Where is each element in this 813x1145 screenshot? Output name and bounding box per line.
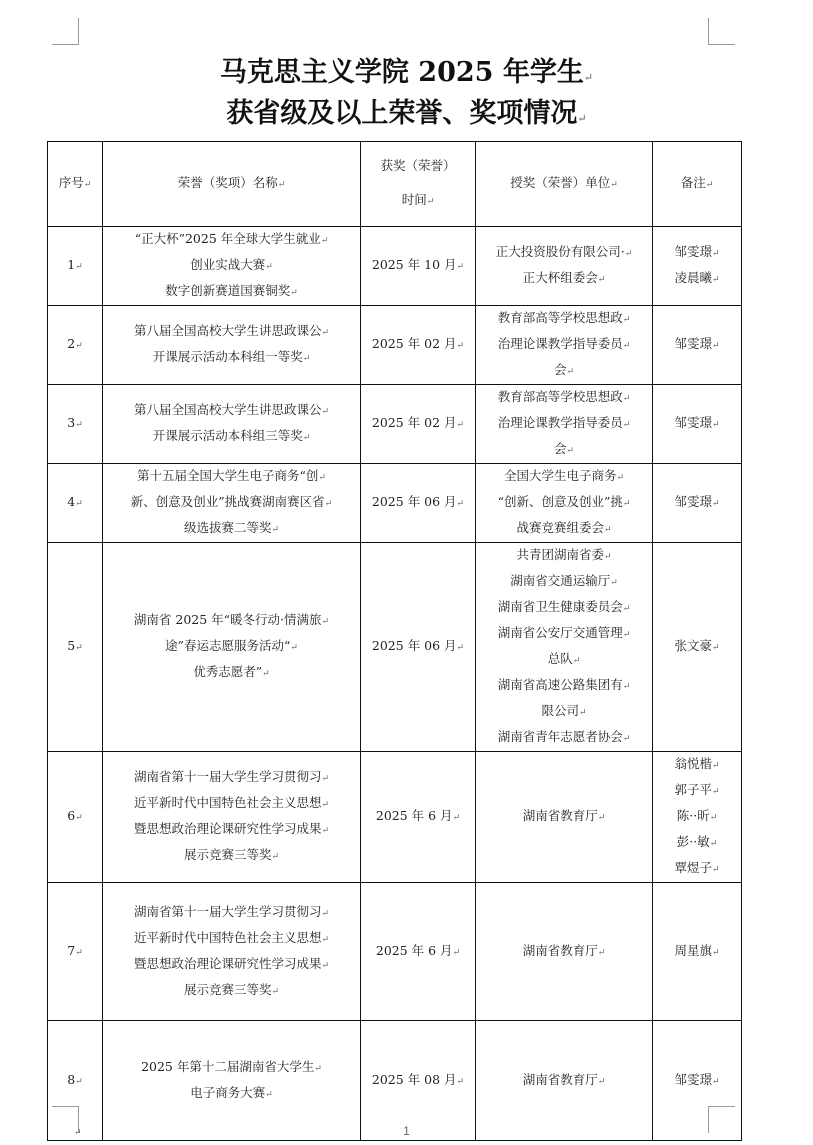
note-line: 邹雯璟 xyxy=(674,415,712,430)
name-line: 近平新时代中国特色社会主义思想 xyxy=(133,929,322,945)
unit-line: 会 xyxy=(553,362,567,377)
note-line: 覃煜子 xyxy=(674,860,712,875)
table-row xyxy=(48,1021,742,1141)
cell-unit: 正大投资股份有限公司·↵ 正大杯组委会↵ xyxy=(476,227,653,306)
cell-name: 第十五届全国大学生电子商务“创↵ 新、创意及创业”挑战赛湖南赛区省↵ 级选拔赛二等奖↵ xyxy=(103,464,361,543)
cell-index: 4↵ xyxy=(48,464,103,543)
unit-line: 湖南省高速公路集团有 xyxy=(497,677,623,692)
name-line: 开课展示活动本科组三等奖 xyxy=(152,428,303,443)
cell-time: 2025 年 6 月↵ xyxy=(361,883,476,1021)
unit-line: 湖南省卫生健康委员会 xyxy=(497,599,623,614)
table-row xyxy=(48,385,742,464)
paragraph-mark: ↵ xyxy=(74,1128,82,1138)
table-body xyxy=(48,227,742,1141)
time-text: 2025 年 6 月 xyxy=(375,808,453,823)
unit-line: 共青团湖南省委 xyxy=(516,547,604,562)
table-row xyxy=(48,752,742,883)
table-row xyxy=(48,883,742,1021)
document-title-line2: 获省级及以上荣誉、奖项情况↵ xyxy=(226,98,587,129)
cell-note: 邹雯璟↵ xyxy=(653,385,742,464)
cell-time: 2025 年 06 月↵ xyxy=(361,543,476,752)
note-line: 陈··昕 xyxy=(676,808,710,823)
cell-time: 2025 年 6 月↵ xyxy=(361,752,476,883)
cell-note: 翁悦楷↵ 郭子平↵ 陈··昕↵ 彭··敏↵ 覃煜子↵ xyxy=(653,752,742,883)
unit-line: 教育部高等学校思想政 xyxy=(497,389,623,404)
table-row xyxy=(48,306,742,385)
note-line: 邹雯璟 xyxy=(674,1071,712,1087)
crop-mark-top-left xyxy=(52,18,79,45)
note-line: 郭子平 xyxy=(674,782,712,797)
cell-unit: 教育部高等学校思想政↵ 治理论课教学指导委员↵ 会↵ xyxy=(476,306,653,385)
name-line: 近平新时代中国特色社会主义思想 xyxy=(133,795,322,810)
unit-line: 教育部高等学校思想政 xyxy=(497,310,623,325)
name-line: “正大杯”2025 年全球大学生就业 xyxy=(134,231,321,246)
unit-line: “创新、创意及创业”挑 xyxy=(497,494,623,509)
cell-index: 1↵ xyxy=(48,227,103,306)
name-line: 暨思想政治理论课研究性学习成果 xyxy=(133,821,322,836)
name-line: 优秀志愿者” xyxy=(193,664,263,679)
unit-line: 总队 xyxy=(547,651,573,666)
unit-line: 正大投资股份有限公司· xyxy=(495,244,625,259)
unit-line: 全国大学生电子商务 xyxy=(503,468,617,483)
cell-note: 张文豪↵ xyxy=(653,543,742,752)
cell-note: 周星旗↵ xyxy=(653,883,742,1021)
name-line: 湖南省 2025 年“暖冬行动·情满旅 xyxy=(133,612,322,627)
cell-unit: 教育部高等学校思想政↵ 治理论课教学指导委员↵ 会↵ xyxy=(476,385,653,464)
header-index: 序号↵ xyxy=(48,142,103,227)
crop-mark-top-right xyxy=(708,18,735,45)
cell-index: 2↵ xyxy=(48,306,103,385)
note-line: 彭··敏 xyxy=(676,834,710,849)
cell-note: 邹雯璟↵ xyxy=(653,1021,742,1141)
cell-time: 2025 年 08 月↵ xyxy=(361,1021,476,1141)
name-line: 2025 年第十二届湖南省大学生 xyxy=(141,1058,315,1074)
header-unit: 授奖（荣誉）单位↵ xyxy=(476,142,653,227)
time-text: 2025 年 6 月 xyxy=(375,942,453,958)
name-line: 电子商务大赛 xyxy=(190,1084,266,1100)
cell-time: 2025 年 10 月↵ xyxy=(361,227,476,306)
unit-line: 战赛竞赛组委会 xyxy=(516,520,604,535)
name-line: 第八届全国高校大学生讲思政课公 xyxy=(133,323,322,338)
time-text: 2025 年 10 月 xyxy=(371,257,457,272)
unit-line: 治理论课教学指导委员 xyxy=(497,336,623,351)
name-line: 第十五届全国大学生电子商务“创 xyxy=(137,468,319,483)
table-row xyxy=(48,464,742,543)
note-line: 周星旗 xyxy=(674,942,712,958)
unit-line: 正大杯组委会 xyxy=(522,270,598,285)
index-text: 7 xyxy=(67,942,76,958)
name-line: 展示竞赛三等奖 xyxy=(183,981,272,997)
name-line: 湖南省第十一届大学生学习贯彻习 xyxy=(133,769,322,784)
cell-name: 第八届全国高校大学生讲思政课公↵ 开课展示活动本科组一等奖↵ xyxy=(103,306,361,385)
note-line: 凌晨曦 xyxy=(674,270,712,285)
unit-line: 湖南省教育厅 xyxy=(522,1071,598,1087)
unit-line: 湖南省交通运输厅 xyxy=(510,573,611,588)
unit-line: 湖南省教育厅 xyxy=(522,942,598,958)
unit-line: 治理论课教学指导委员 xyxy=(497,415,623,430)
index-text: 6 xyxy=(67,808,76,823)
cell-index: 5↵ xyxy=(48,543,103,752)
time-text: 2025 年 06 月 xyxy=(371,494,457,509)
cell-index: 3↵ xyxy=(48,385,103,464)
cell-index: 7↵ xyxy=(48,883,103,1021)
note-line: 邹雯璟 xyxy=(674,244,712,259)
cell-note: 邹雯璟↵ 凌晨曦↵ xyxy=(653,227,742,306)
header-name: 荣誉（奖项）名称↵ xyxy=(103,142,361,227)
cell-note: 邹雯璟↵ xyxy=(653,464,742,543)
unit-line: 会 xyxy=(553,441,567,456)
note-line: 张文豪 xyxy=(674,638,712,653)
cell-index: 8↵ xyxy=(48,1021,103,1141)
cell-name: 湖南省第十一届大学生学习贯彻习↵ 近平新时代中国特色社会主义思想↵ 暨思想政治理论课研究性学习成果↵ 展示竞赛三等奖↵ xyxy=(103,752,361,883)
note-line: 翁悦楷 xyxy=(674,756,712,771)
name-line: 第八届全国高校大学生讲思政课公 xyxy=(133,402,322,417)
table-header-row xyxy=(48,142,742,227)
document-title-line1: 马克思主义学院 2025 年学生↵ xyxy=(219,57,594,88)
page-number: 1 xyxy=(403,1124,410,1138)
time-text: 2025 年 06 月 xyxy=(371,638,457,653)
note-line: 邹雯璟 xyxy=(674,494,712,509)
cell-time: 2025 年 06 月↵ xyxy=(361,464,476,543)
unit-line: 湖南省公安厅交通管理 xyxy=(497,625,623,640)
header-note: 备注↵ xyxy=(653,142,742,227)
cell-time: 2025 年 02 月↵ xyxy=(361,306,476,385)
cell-index: 6↵ xyxy=(48,752,103,883)
unit-line: 湖南省青年志愿者协会 xyxy=(497,729,623,744)
time-text: 2025 年 02 月 xyxy=(371,336,457,351)
note-line: 邹雯璟 xyxy=(674,336,712,351)
index-text: 1 xyxy=(67,257,76,272)
name-line: 展示竞赛三等奖 xyxy=(183,847,272,862)
cell-unit: 全国大学生电子商务↵ “创新、创意及创业”挑↵ 战赛竞赛组委会↵ xyxy=(476,464,653,543)
cell-name: 湖南省 2025 年“暖冬行动·情满旅↵ 途”春运志愿服务活动“↵ 优秀志愿者”↵ xyxy=(103,543,361,752)
name-line: 新、创意及创业”挑战赛湖南赛区省 xyxy=(130,494,325,509)
cell-unit: 共青团湖南省委↵ 湖南省交通运输厅↵ 湖南省卫生健康委员会↵ 湖南省公安厅交通管理↵ 总队↵ 湖南省高速公路集团有↵ 限公司↵ 湖南省青年志愿者协会↵ xyxy=(476,543,653,752)
index-text: 8 xyxy=(67,1071,76,1087)
time-text: 2025 年 02 月 xyxy=(371,415,457,430)
cell-unit: 湖南省教育厅↵ xyxy=(476,752,653,883)
name-line: 级选拔赛二等奖 xyxy=(183,520,272,535)
name-line: 开课展示活动本科组一等奖 xyxy=(152,349,303,364)
name-line: 创业实战大赛 xyxy=(190,257,266,272)
time-text: 2025 年 08 月 xyxy=(371,1071,457,1087)
unit-line: 湖南省教育厅 xyxy=(522,808,598,823)
index-text: 2 xyxy=(67,336,76,351)
table-row xyxy=(48,227,742,306)
cell-name: 2025 年第十二届湖南省大学生↵ 电子商务大赛↵ xyxy=(103,1021,361,1141)
name-line: 数字创新赛道国赛铜奖 xyxy=(165,283,291,298)
index-text: 3 xyxy=(67,415,76,430)
cell-unit: 湖南省教育厅↵ xyxy=(476,1021,653,1141)
header-time: 获奖（荣誉） 时间↵ xyxy=(361,142,476,227)
unit-line: 限公司 xyxy=(541,703,579,718)
cell-note: 邹雯璟↵ xyxy=(653,306,742,385)
name-line: 暨思想政治理论课研究性学习成果 xyxy=(133,955,322,971)
cell-name: 湖南省第十一届大学生学习贯彻习↵ 近平新时代中国特色社会主义思想↵ 暨思想政治理论课研究性学习成果↵ 展示竞赛三等奖↵ xyxy=(103,883,361,1021)
cell-time: 2025 年 02 月↵ xyxy=(361,385,476,464)
cell-unit: 湖南省教育厅↵ xyxy=(476,883,653,1021)
table-row xyxy=(48,543,742,752)
index-text: 5 xyxy=(67,638,76,653)
name-line: 途”春运志愿服务活动“ xyxy=(165,638,291,653)
name-line: 湖南省第十一届大学生学习贯彻习 xyxy=(133,903,322,919)
cell-name: 第八届全国高校大学生讲思政课公↵ 开课展示活动本科组三等奖↵ xyxy=(103,385,361,464)
cell-name: “正大杯”2025 年全球大学生就业↵ 创业实战大赛↵ 数字创新赛道国赛铜奖↵ xyxy=(103,227,361,306)
index-text: 4 xyxy=(67,494,76,509)
awards-table xyxy=(47,141,742,1141)
